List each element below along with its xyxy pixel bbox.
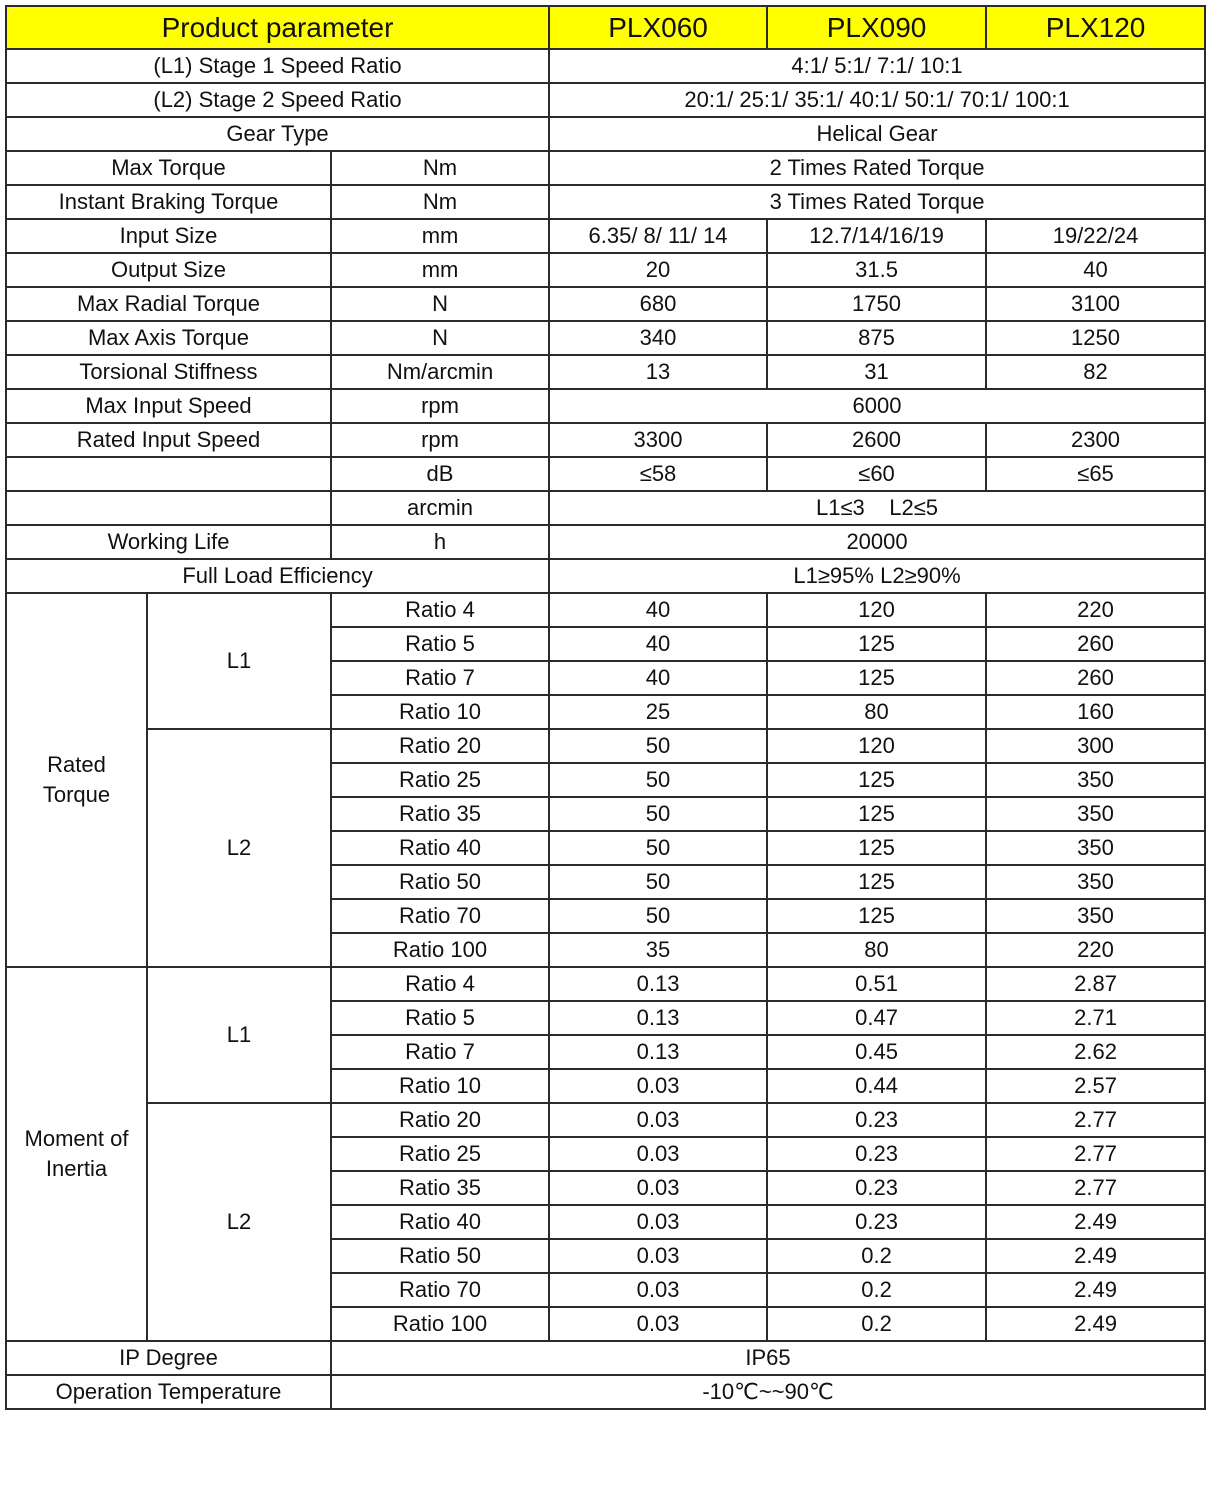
spec-value: 6.35/ 8/ 11/ 14 [549,219,767,253]
noise-label [6,457,331,491]
ratio-label: Ratio 25 [331,763,549,797]
inertia-label-line2: Inertia [45,1156,108,1181]
spec-label: Input Size [6,219,331,253]
operation-temperature-label: Operation Temperature [6,1375,331,1409]
stage1-label: (L1) Stage 1 Speed Ratio [6,49,549,83]
spec-value: 1250 [986,321,1205,355]
table-row [6,593,1205,627]
torque-value: 220 [986,933,1205,967]
ratio-label: Ratio 7 [331,661,549,695]
spec-unit: mm [331,219,549,253]
torque-value: 120 [767,593,986,627]
inertia-value: 2.57 [986,1069,1205,1103]
spec-value: 3100 [986,287,1205,321]
table-row [6,389,1205,423]
table-row [6,287,1205,321]
efficiency-label: Full Load Efficiency [6,559,549,593]
table-row [6,49,1205,83]
table-row [6,185,1205,219]
torque-value: 260 [986,627,1205,661]
model-plx090: PLX090 [767,6,986,49]
working-life-unit: h [331,525,549,559]
ratio-label: Ratio 70 [331,1273,549,1307]
max-torque-label: Max Torque [6,151,331,185]
spec-value: 40 [986,253,1205,287]
inertia-value: 2.77 [986,1103,1205,1137]
spec-value: 340 [549,321,767,355]
header-title: Product parameter [6,6,549,49]
backlash-unit: arcmin [331,491,549,525]
backlash-label [6,491,331,525]
inertia-value: 0.03 [549,1103,767,1137]
ratio-label: Ratio 4 [331,967,549,1001]
rated-torque-l1-label: L1 [147,593,331,729]
max-torque-value: 2 Times Rated Torque [549,151,1205,185]
braking-torque-unit: Nm [331,185,549,219]
table-row [6,491,1205,525]
inertia-value: 0.23 [767,1171,986,1205]
table-row [6,457,1205,491]
inertia-value: 0.2 [767,1239,986,1273]
table-row [6,559,1205,593]
torque-value: 125 [767,865,986,899]
ratio-label: Ratio 35 [331,1171,549,1205]
torque-value: 50 [549,797,767,831]
inertia-value: 2.49 [986,1307,1205,1341]
torque-value: 40 [549,661,767,695]
ratio-label: Ratio 100 [331,933,549,967]
inertia-value: 0.03 [549,1205,767,1239]
noise-value: ≤60 [767,457,986,491]
ratio-label: Ratio 25 [331,1137,549,1171]
ratio-label: Ratio 50 [331,1239,549,1273]
torque-value: 125 [767,797,986,831]
spec-value: 12.7/14/16/19 [767,219,986,253]
torque-value: 125 [767,661,986,695]
torque-value: 260 [986,661,1205,695]
spec-table-container [5,5,1204,1410]
table-row [6,117,1205,151]
torque-value: 50 [549,865,767,899]
spec-unit: N [331,321,549,355]
braking-torque-label: Instant Braking Torque [6,185,331,219]
torque-value: 50 [549,729,767,763]
ratio-label: Ratio 7 [331,1035,549,1069]
spec-value: 875 [767,321,986,355]
spec-value: 680 [549,287,767,321]
rated-torque-l2-label: L2 [147,729,331,967]
backlash-value: L1≤3 L2≤5 [549,491,1205,525]
noise-value: ≤65 [986,457,1205,491]
max-input-speed-unit: rpm [331,389,549,423]
spec-unit: mm [331,253,549,287]
stage2-value: 20:1/ 25:1/ 35:1/ 40:1/ 50:1/ 70:1/ 100:1 [549,83,1205,117]
spec-unit: Nm/arcmin [331,355,549,389]
ratio-label: Ratio 35 [331,797,549,831]
torque-value: 50 [549,763,767,797]
inertia-value: 0.51 [767,967,986,1001]
inertia-label-line1: Moment of [24,1126,129,1151]
inertia-value: 2.87 [986,967,1205,1001]
table-row [6,253,1205,287]
spec-value: 31 [767,355,986,389]
spec-label: Output Size [6,253,331,287]
torque-value: 25 [549,695,767,729]
torque-value: 80 [767,695,986,729]
inertia-value: 2.49 [986,1239,1205,1273]
torque-value: 50 [549,899,767,933]
inertia-l2-label: L2 [147,1103,331,1341]
rated-torque-label-line1: Rated [47,752,106,777]
ratio-label: Ratio 50 [331,865,549,899]
table-row [6,83,1205,117]
table-row [6,525,1205,559]
table-row [6,1375,1205,1409]
ratio-label: Ratio 10 [331,1069,549,1103]
spec-value: 20 [549,253,767,287]
max-input-speed-value: 6000 [549,389,1205,423]
torque-value: 160 [986,695,1205,729]
spec-label: Torsional Stiffness [6,355,331,389]
inertia-value: 0.23 [767,1103,986,1137]
table-row [6,423,1205,457]
table-row [6,1341,1205,1375]
ratio-label: Ratio 20 [331,1103,549,1137]
inertia-value: 0.13 [549,1001,767,1035]
ratio-label: Ratio 100 [331,1307,549,1341]
inertia-value: 0.44 [767,1069,986,1103]
rated-input-speed-value: 2300 [986,423,1205,457]
torque-value: 125 [767,763,986,797]
inertia-value: 2.62 [986,1035,1205,1069]
ratio-label: Ratio 40 [331,831,549,865]
torque-value: 220 [986,593,1205,627]
torque-value: 125 [767,831,986,865]
rated-input-speed-value: 2600 [767,423,986,457]
table-row [6,355,1205,389]
torque-value: 80 [767,933,986,967]
table-row [6,321,1205,355]
inertia-value: 0.13 [549,1035,767,1069]
ip-degree-label: IP Degree [6,1341,331,1375]
working-life-label: Working Life [6,525,331,559]
max-torque-unit: Nm [331,151,549,185]
inertia-value: 0.47 [767,1001,986,1035]
max-input-speed-label: Max Input Speed [6,389,331,423]
stage2-label: (L2) Stage 2 Speed Ratio [6,83,549,117]
model-plx060: PLX060 [549,6,767,49]
torque-value: 350 [986,797,1205,831]
table-row [6,151,1205,185]
table-body [6,6,1205,1409]
rated-torque-group-label [6,593,147,967]
ratio-label: Ratio 5 [331,627,549,661]
spec-value: 31.5 [767,253,986,287]
torque-value: 120 [767,729,986,763]
table-row [6,1103,1205,1137]
inertia-value: 0.03 [549,1171,767,1205]
gear-type-value: Helical Gear [549,117,1205,151]
rated-torque-label-line2: Torque [42,782,111,807]
inertia-value: 0.03 [549,1273,767,1307]
spec-label: Max Radial Torque [6,287,331,321]
working-life-value: 20000 [549,525,1205,559]
torque-value: 350 [986,899,1205,933]
inertia-value: 2.49 [986,1273,1205,1307]
stage1-value: 4:1/ 5:1/ 7:1/ 10:1 [549,49,1205,83]
torque-value: 350 [986,763,1205,797]
gear-type-label: Gear Type [6,117,549,151]
table-row [6,729,1205,763]
torque-value: 50 [549,831,767,865]
ratio-label: Ratio 5 [331,1001,549,1035]
inertia-value: 2.49 [986,1205,1205,1239]
ip-degree-value: IP65 [331,1341,1205,1375]
torque-value: 40 [549,593,767,627]
noise-unit: dB [331,457,549,491]
inertia-value: 2.77 [986,1137,1205,1171]
ratio-label: Ratio 10 [331,695,549,729]
inertia-value: 0.03 [549,1137,767,1171]
noise-value: ≤58 [549,457,767,491]
model-plx120: PLX120 [986,6,1205,49]
spec-label: Max Axis Torque [6,321,331,355]
operation-temperature-value: -10℃~~90℃ [331,1375,1205,1409]
braking-torque-value: 3 Times Rated Torque [549,185,1205,219]
torque-value: 350 [986,831,1205,865]
torque-value: 35 [549,933,767,967]
inertia-l1-label: L1 [147,967,331,1103]
inertia-value: 0.23 [767,1205,986,1239]
spec-value: 82 [986,355,1205,389]
inertia-value: 2.77 [986,1171,1205,1205]
inertia-value: 2.71 [986,1001,1205,1035]
rated-input-speed-unit: rpm [331,423,549,457]
torque-value: 40 [549,627,767,661]
table-row [6,967,1205,1001]
inertia-value: 0.13 [549,967,767,1001]
header-row [6,6,1205,49]
torque-value: 125 [767,627,986,661]
inertia-value: 0.03 [549,1069,767,1103]
ratio-label: Ratio 4 [331,593,549,627]
ratio-label: Ratio 20 [331,729,549,763]
torque-value: 125 [767,899,986,933]
spec-value: 13 [549,355,767,389]
ratio-label: Ratio 40 [331,1205,549,1239]
inertia-value: 0.23 [767,1137,986,1171]
table-row [6,219,1205,253]
ratio-label: Ratio 70 [331,899,549,933]
inertia-value: 0.45 [767,1035,986,1069]
spec-value: 1750 [767,287,986,321]
rated-input-speed-label: Rated Input Speed [6,423,331,457]
inertia-value: 0.2 [767,1307,986,1341]
product-parameter-table [5,5,1206,1410]
inertia-value: 0.03 [549,1239,767,1273]
torque-value: 300 [986,729,1205,763]
inertia-group-label [6,967,147,1341]
rated-input-speed-value: 3300 [549,423,767,457]
efficiency-value: L1≥95% L2≥90% [549,559,1205,593]
torque-value: 350 [986,865,1205,899]
inertia-value: 0.2 [767,1273,986,1307]
spec-value: 19/22/24 [986,219,1205,253]
inertia-value: 0.03 [549,1307,767,1341]
spec-unit: N [331,287,549,321]
